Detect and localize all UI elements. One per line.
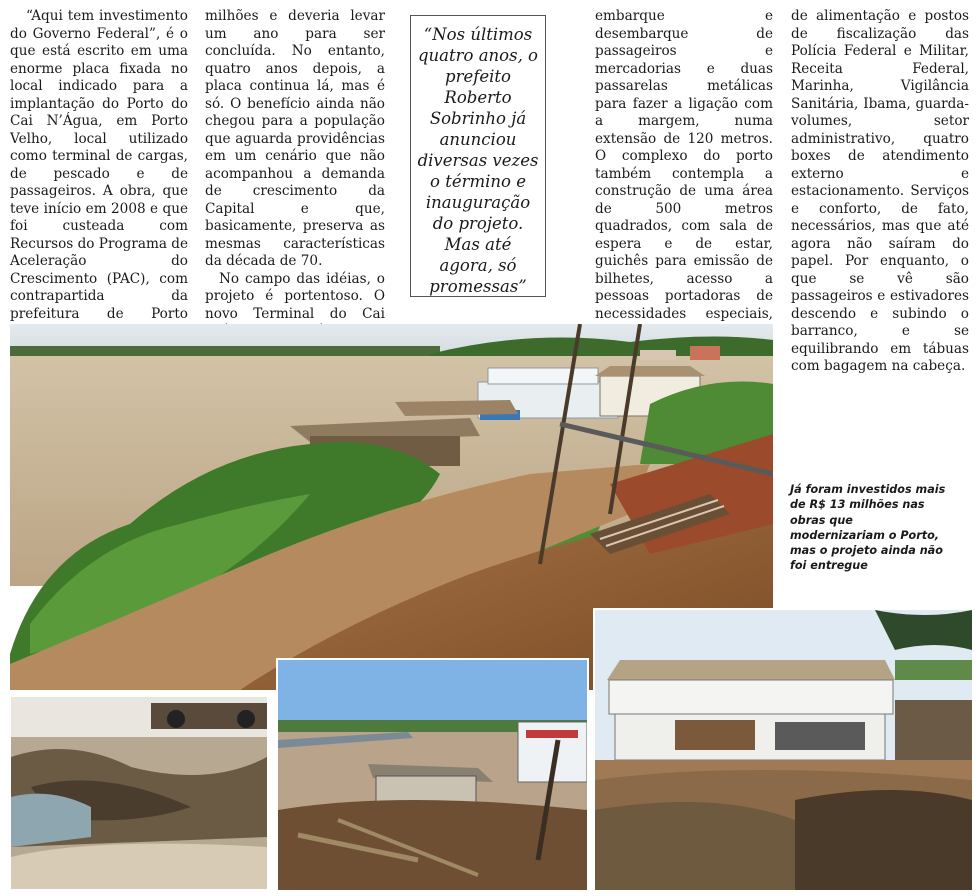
pull-quote: “Nos últimos quatro anos, o prefeito Roberto Sobrinho já anunciou diversas vezes o término e inauguração do projeto. Mas até agora, só promessas” — [410, 15, 546, 297]
photo-caption: Já foram investidos mais de R$ 13 milhões nas obras que modernizariam o Porto, mas o projeto ainda não foi entregue — [790, 483, 946, 573]
column-2-paragraph-2: No campo das idéias, o projeto é portentoso. O novo Terminal do Cai — [205, 270, 385, 322]
article-column-5 — [791, 8, 969, 376]
article-column-2 — [205, 8, 385, 358]
column-5-paragraph: de alimentação e postos de fiscalização das Polícia Federal e Militar, Receita Federal, Marinha, Vigilância Sanitária, Ibama, guarda-volumes, setor administrativo, quatro boxes de atendimento externo e estacionamento. Serviços e conforto, de fato, necessários, mas que até agora não saíram do papel. Por enquanto, o que se vê são passageiros e estivadores descendo e subindo o barranco, e se equilibrando em tábuas com bagagem na cabeça. — [791, 8, 969, 374]
debris-image — [11, 697, 267, 889]
column-1-paragraph: “Aqui tem investimento do Governo Federal”, é o que está escrito em uma enorme placa fixada no local indicado para a implantação do Porto do Cai N’Água, em Porto Velho, local utilizado como terminal de cargas, de pescado e de passageiros. A obra, que teve início em 2008 e que foi custeada com Recursos do Programa de Aceleração do Crescimento (PAC), com contrapartida da prefeitura de Porto — [10, 8, 189, 322]
floating-dock-photo — [276, 658, 589, 892]
terminal-building-photo — [593, 608, 974, 892]
column-2-paragraph-1: milhões e deveria levar um ano para ser concluída. No entanto, quatro anos depois, a placa continua lá, mas é só. O benefício ainda não chegou para a população que aguarda providências em um cenário que não acompanhou a demanda de crescimento da Capital e que, basicamente, preserva as mesmas características da década de 70. — [205, 8, 385, 269]
terminal-building-image — [595, 610, 972, 890]
debris-bank-photo — [10, 696, 268, 890]
article-column-1 — [10, 8, 188, 376]
column-4-paragraph: embarque e desembarque de passageiros e mercadorias e duas passarelas metálicas para fazer a ligação com a margem, numa extensão de 120 metros. O complexo do porto também contempla a construção de uma área de 500 metros quadrados, com sala de espera e de estar, guichês para emissão de bilhetes, acesso a pessoas portadoras de necessidades especiais, — [595, 8, 773, 322]
floating-dock-image — [278, 660, 587, 890]
